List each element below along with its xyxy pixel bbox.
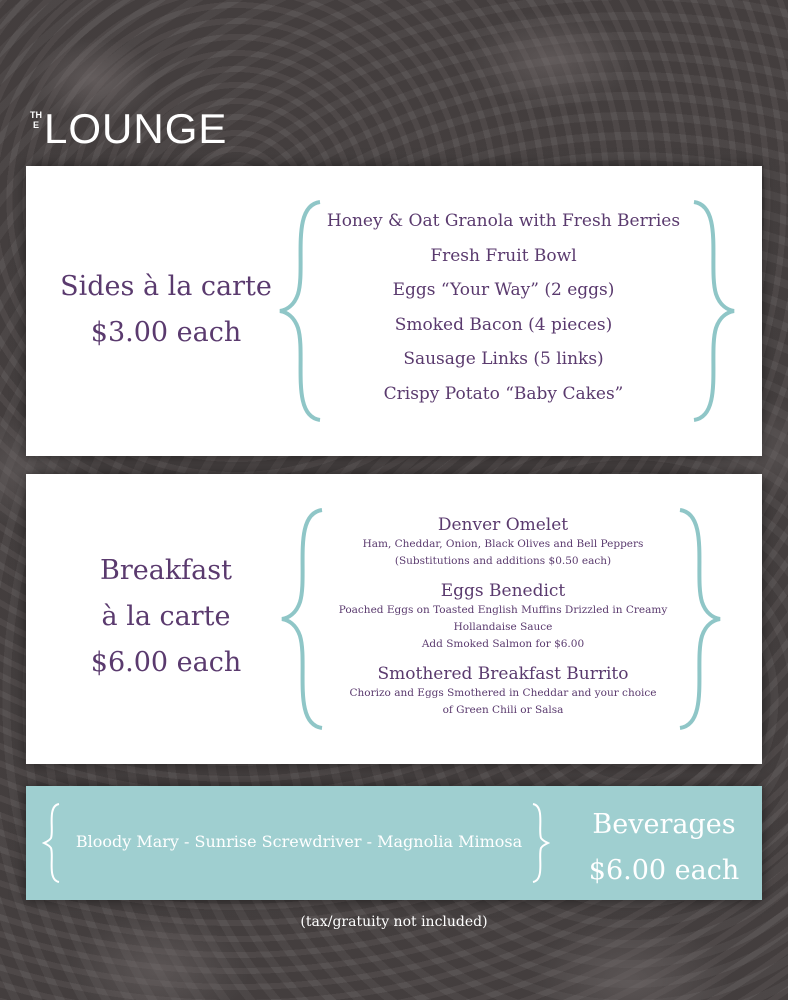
beverages-heading-line1: Beverages	[592, 809, 736, 840]
right-brace-icon	[688, 198, 738, 424]
sides-item: Fresh Fruit Bowl	[430, 245, 577, 266]
dish-denver-omelet	[318, 514, 688, 570]
logo-the: THE	[30, 110, 42, 130]
breakfast-panel	[26, 474, 762, 764]
breakfast-heading-line1: Breakfast	[100, 555, 232, 586]
dish-description: Hollandaise Sauce	[453, 621, 553, 633]
dish-title: Denver Omelet	[437, 515, 569, 535]
sides-heading	[46, 264, 286, 356]
left-brace-icon	[42, 802, 62, 884]
logo-word: LOUNGE	[44, 105, 228, 152]
dish-description: Chorizo and Eggs Smothered in Cheddar and your choice	[349, 687, 657, 699]
sides-heading-price: $3.00 each	[90, 317, 242, 348]
beverage-list: Bloody Mary - Sunrise Screwdriver - Magnolia Mimosa	[75, 832, 523, 851]
sides-panel	[26, 166, 762, 456]
tax-footnote: (tax/gratuity not included)	[300, 914, 488, 930]
dish-description: of Green Chili or Salsa	[442, 704, 564, 716]
sides-item: Honey & Oat Granola with Fresh Berries	[326, 211, 681, 231]
sides-item-list	[316, 204, 691, 411]
dish-description: Poached Eggs on Toasted English Muffins Drizzled in Creamy	[338, 604, 668, 616]
breakfast-heading	[46, 548, 286, 686]
beverages-panel	[26, 786, 762, 900]
sides-item: Eggs “Your Way” (2 eggs)	[392, 280, 615, 300]
dish-smothered-burrito	[318, 663, 688, 719]
dish-eggs-benedict	[318, 580, 688, 653]
breakfast-heading-price: $6.00 each	[90, 647, 242, 678]
dish-description: Ham, Cheddar, Onion, Black Olives and Bell Peppers	[362, 538, 644, 550]
sides-item: Sausage Links (5 links)	[403, 349, 604, 369]
dish-title: Eggs Benedict	[440, 581, 566, 601]
breakfast-dish-list	[318, 512, 688, 729]
sides-item: Smoked Bacon (4 pieces)	[394, 314, 613, 335]
sides-heading-line1: Sides à la carte	[60, 271, 272, 302]
beverages-heading-price: $6.00 each	[588, 855, 740, 886]
sides-item: Crispy Potato “Baby Cakes”	[383, 383, 624, 404]
dish-description: (Substitutions and additions $0.50 each)	[394, 555, 612, 567]
dish-title: Smothered Breakfast Burrito	[377, 664, 629, 684]
dish-description: Add Smoked Salmon for $6.00	[421, 638, 585, 650]
breakfast-heading-line2: à la carte	[101, 601, 231, 632]
beverages-heading	[574, 802, 754, 894]
